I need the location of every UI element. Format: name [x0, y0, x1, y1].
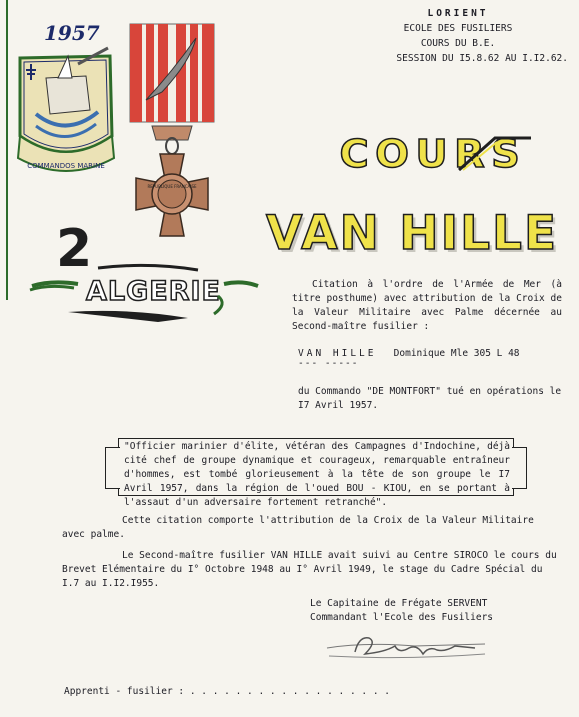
citation-unit-text: du Commando "DE MONTFORT" tué en opérations le I7 Avril 1957. — [298, 386, 562, 411]
citation-surname: VAN HILLE — [298, 348, 377, 359]
title-van-hille: VAN HILLE — [266, 206, 559, 261]
algerie-campaign-mark — [28, 214, 260, 324]
paragraph-palm: Cette citation comporte l'attribution de la Croix de la Valeur Militaire avec palme. — [62, 515, 534, 540]
header-school: ECOLE DES FUSILIERS — [403, 23, 513, 34]
apprenti-label: Apprenti - fusilier : — [64, 686, 185, 697]
campaign-number: 2 — [56, 219, 93, 279]
signatory-title: Le Capitaine de Frégate SERVENT — [310, 598, 488, 609]
handwritten-signature — [325, 632, 495, 662]
surname-underline: --- ----- — [298, 358, 359, 369]
citation-number: Mle 305 L 48 — [450, 348, 520, 359]
medal-text: REPUBLIQUE FRANCAISE — [147, 184, 197, 189]
signatory-role: Commandant l'Ecole des Fusiliers — [310, 612, 494, 623]
paragraph-training: Le Second-maître fusilier VAN HILLE avait suivi au Centre SIROCO le cours du Brevet Elémentaire du I° Octobre 1948 au I° Avril 1949, le stage du Cadre Spécial du I.7 au I.I2.I955. — [62, 550, 557, 589]
commandos-marine-insignia — [6, 18, 126, 188]
title-swash — [455, 134, 535, 174]
apprenti-dots: . . . . . . . . . . . . . . . . . . — [189, 686, 391, 697]
header-course: COURS DU B.E. — [420, 38, 496, 49]
citation-text: Citation à l'ordre de l'Armée de Mer (à titre posthume) avec attribution de la Croix de la Valeur Militaire avec Palme décernée au Second-maître fusilier : — [292, 279, 562, 332]
signature-block — [310, 597, 570, 625]
citation-first-name: Dominique — [393, 348, 446, 359]
campaign-place: ALGERIE — [86, 276, 221, 307]
insignia-year: 1957 — [44, 21, 100, 45]
title-cours: COURS — [339, 132, 527, 176]
insignia-label: COMMANDOS MARINE — [27, 162, 105, 170]
citation-quote: "Officier marinier d'élite, vétéran des Campagnes d'Indochine, déjà cité chef de groupe dynamique et courageux, remarquable entraîneur d'hommes, est tombé glorieusement à la tête de son groupe le I7 Avril 1957, dans la région de l'oued BOU - KIOU, en se portant à l'assaut d'un adversaire fortement retranché". — [124, 441, 510, 508]
quote-frame-tab-left — [105, 447, 120, 489]
school-header — [348, 6, 568, 66]
quote-frame-tab-right — [512, 447, 527, 489]
header-session: SESSION DU I5.8.62 AU I.I2.62. — [396, 53, 568, 64]
header-city: LORIENT — [427, 8, 489, 19]
apprenti-line — [64, 686, 390, 697]
